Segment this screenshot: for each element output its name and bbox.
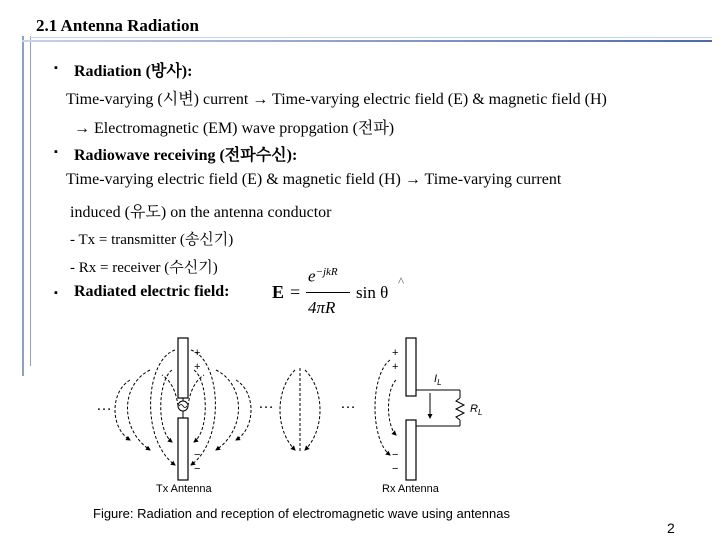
rx-definition: - Rx = receiver (수신기) — [70, 260, 218, 276]
formula-lhs: E — [272, 282, 285, 302]
formula-trig: sin θ — [356, 283, 389, 302]
bullet-receiving-line1: Time-varying electric field (E) & magnetic field (H) → Time-varying current — [66, 171, 562, 188]
formula-numerator — [308, 266, 338, 287]
tx-definition: - Tx = transmitter (송신기) — [70, 232, 234, 248]
slide-title: 2.1 Antenna Radiation — [36, 16, 199, 35]
tx-plus-sign: + — [194, 361, 201, 373]
radiated-field-formula — [272, 262, 422, 324]
rx-plus-sign: + — [392, 361, 399, 373]
bullet-radiation-line2: → Electromagnetic (EM) wave propgation (전파) — [74, 120, 395, 137]
formula-fraction-bar — [306, 292, 350, 293]
bullet-radiation-label: Radiation (방사): — [74, 63, 193, 80]
bullet-radiation-line1: Time-varying (시변) current → Time-varying electric field (E) & magnetic field (H) — [66, 91, 607, 108]
tx-antenna-label: Tx Antenna — [156, 483, 212, 495]
tx-minus-sign: − — [194, 449, 201, 461]
bullet-marker: ▪ — [54, 146, 58, 158]
figure-caption: Figure: Radiation and reception of electromagnetic wave using antennas — [93, 506, 510, 521]
load-resistor-main: R — [470, 403, 478, 415]
bullet-receiving-label: Radiowave receiving (전파수신): — [74, 147, 298, 164]
rx-antenna-label: Rx Antenna — [382, 483, 439, 495]
title-underline — [22, 40, 712, 42]
frame-vertical-line-left — [22, 36, 24, 376]
rx-plus-sign: + — [392, 347, 399, 359]
current-label-sub: L — [437, 378, 442, 387]
rx-minus-sign: − — [392, 463, 399, 475]
formula-numerator-exponent: −jkR — [315, 266, 338, 278]
bullet-radiated-field-label: Radiated electric field: — [74, 283, 230, 300]
formula-equals: = — [290, 282, 301, 302]
bullet-receiving-line2: induced (유도) on the antenna conductor — [70, 204, 332, 221]
current-label — [434, 373, 442, 387]
bullet-marker: ▪ — [54, 62, 58, 74]
page-number: 2 — [667, 520, 675, 536]
title-underline-thin — [30, 37, 712, 38]
rx-minus-sign: − — [392, 449, 399, 461]
frame-vertical-line-right — [30, 36, 31, 366]
formula-hat-mark: ^ — [398, 274, 405, 289]
tx-minus-sign: − — [194, 463, 201, 475]
antenna-figure — [90, 330, 510, 500]
formula-numerator-base: e — [308, 266, 316, 286]
figure-ellipsis: … — [96, 397, 112, 414]
tx-antenna — [115, 338, 251, 480]
load-resistor-sub: L — [477, 408, 483, 417]
figure-ellipsis: … — [340, 395, 356, 412]
current-label-main: I — [434, 373, 438, 385]
tx-plus-sign: + — [194, 347, 201, 359]
propagating-wave — [280, 368, 320, 452]
load-resistor-label — [470, 403, 482, 417]
bullet-marker: ▪ — [54, 287, 58, 299]
formula-denominator: 4πR — [308, 298, 336, 317]
rx-antenna — [375, 338, 482, 480]
figure-ellipsis: … — [258, 395, 274, 412]
